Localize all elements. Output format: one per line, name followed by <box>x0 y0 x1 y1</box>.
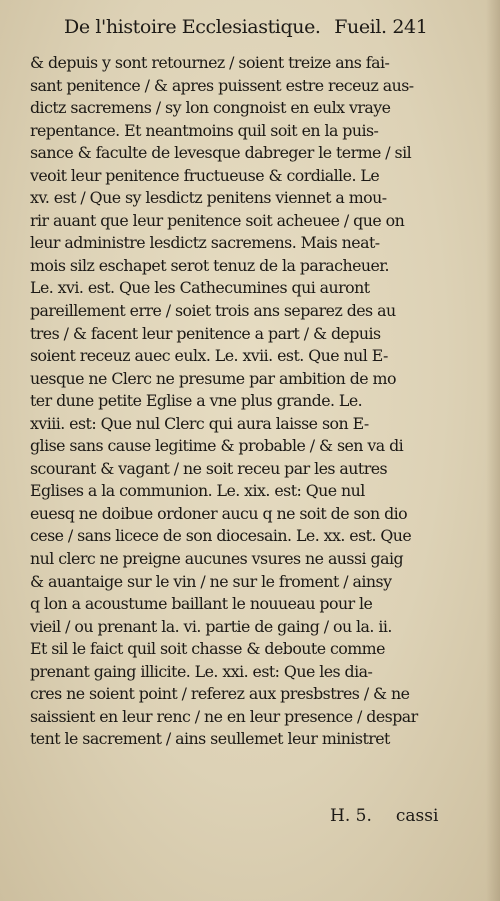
running-head <box>64 16 464 44</box>
text-line: q lon a acoustume baillant le nouueau pour le <box>30 594 373 614</box>
signature-mark: H. 5. <box>330 806 372 826</box>
text-line: xviii. est: Que nul Clerc qui aura laisse son E- <box>30 413 369 433</box>
text-line: cese / sans licece de son diocesain. Le. xx. est. Que <box>30 526 412 546</box>
text-line: cres ne soient point / referez aux presbstres / & ne <box>30 684 410 704</box>
catchword: cassi <box>395 806 439 826</box>
text-line: nul clerc ne preigne aucunes vsures ne aussi gaig <box>30 549 404 569</box>
running-head-title: De l'histoire Ecclesiastique. <box>64 16 321 38</box>
text-line: mois silz eschapet serot tenuz de la paracheuer. <box>30 255 390 275</box>
text-line: vieil / ou prenant la. vi. partie de gaing / ou la. ii. <box>30 616 392 636</box>
text-line: rir auant que leur penitence soit acheuee / que on <box>30 210 405 230</box>
text-line: Le. xvi. est. Que les Cathecumines qui auront <box>30 278 370 298</box>
text-line: tent le sacrement / ains seullemet leur ministret <box>30 729 390 749</box>
text-line: uesque ne Clerc ne presume par ambition de mo <box>30 368 396 388</box>
text-line: sant penitence / & apres puissent estre receuz aus- <box>30 75 414 95</box>
text-line: veoit leur penitence fructueuse & cordialle. Le <box>30 165 380 185</box>
text-line: prenant gaing illicite. Le. xxi. est: Que les dia- <box>30 661 373 681</box>
text-line: saissient en leur renc / ne en leur presence / despar <box>30 706 418 726</box>
text-line: Eglises a la communion. Le. xix. est: Que nul <box>30 481 365 501</box>
text-line: glise sans cause legitime & probable / & sen va di <box>30 436 404 456</box>
body-text <box>30 52 470 751</box>
text-line: euesq ne doibue ordoner aucu q ne soit de son dio <box>30 503 408 523</box>
text-line: soient receuz auec eulx. Le. xvii. est. Que nul E- <box>30 346 388 366</box>
text-line: sance & faculte de levesque dabreger le terme / sil <box>30 143 412 163</box>
text-line: & depuis y sont retournez / soient treize ans fai- <box>30 53 390 72</box>
text-line: repentance. Et neantmoins quil soit en la puis- <box>30 120 379 140</box>
text-line: Et sil le faict quil soit chasse & deboute comme <box>30 639 385 659</box>
text-line: dictz sacremens / sy lon congnoist en eulx vraye <box>30 98 391 118</box>
text-line: ter dune petite Eglise a vne plus grande. Le. <box>30 391 363 411</box>
text-line: leur administre lesdictz sacremens. Mais neat- <box>30 233 380 253</box>
text-line: & auantaige sur le vin / ne sur le froment / ainsy <box>30 571 392 591</box>
text-line: tres / & facent leur penitence a part / & depuis <box>30 323 381 343</box>
catchword-line <box>330 806 438 826</box>
text-line: pareillement erre / soiet trois ans separez des au <box>30 301 396 321</box>
folio-number: Fueil. 241 <box>334 16 428 38</box>
text-line: scourant & vagant / ne soit receu par les autres <box>30 458 388 478</box>
text-line: xv. est / Que sy lesdictz penitens viennet a mou- <box>30 188 387 208</box>
